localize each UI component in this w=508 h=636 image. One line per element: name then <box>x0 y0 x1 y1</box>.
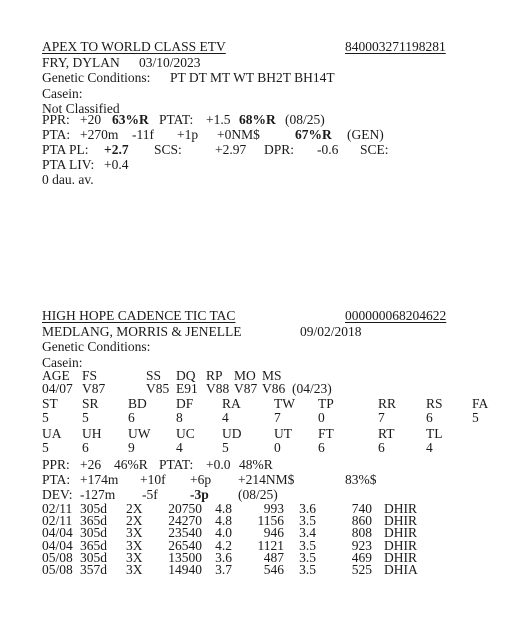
lact-date: 05/08 <box>42 549 73 565</box>
lact-date: 02/11 <box>42 501 73 516</box>
lact-fat-lbs: 946 <box>263 525 284 541</box>
class-mo: V87 <box>234 381 258 396</box>
pta-reliability: 67%R <box>295 127 332 142</box>
class-header-ss: SS <box>146 368 162 383</box>
ppr-reliability: 63%R <box>112 112 149 127</box>
pta-label: PTA: <box>42 472 71 487</box>
ptat-label: PTAT: <box>159 457 194 472</box>
trait-label-rr: RR <box>378 396 397 411</box>
lact-source: DHIR <box>384 513 417 529</box>
lact-protein-lbs: 808 <box>351 525 372 541</box>
breeder-name: FRY, DYLAN <box>42 55 120 70</box>
classification: Not Classified <box>42 101 120 116</box>
ptat-reliability: 68%R <box>239 112 276 127</box>
class-fs: V87 <box>82 381 106 396</box>
trait-value-tl: 4 <box>426 440 433 455</box>
trait-label-uc: UC <box>176 426 195 441</box>
lact-protein-pct: 3.5 <box>299 513 316 529</box>
lact-milkings: 2X <box>126 513 143 529</box>
lact-days: 365d <box>80 513 107 529</box>
lact-protein-pct: 3.5 <box>299 562 316 577</box>
lact-fat-lbs: 993 <box>263 501 284 516</box>
lact-milk: 14940 <box>168 562 202 577</box>
lact-milk: 23540 <box>168 525 202 541</box>
lact-milkings: 3X <box>126 562 143 577</box>
trait-value-st: 5 <box>42 410 49 425</box>
trait-value-bd: 6 <box>128 410 135 425</box>
lact-protein-lbs: 740 <box>351 501 372 516</box>
lact-fat-lbs: 1121 <box>257 537 284 553</box>
casein-label: Casein: <box>42 86 83 101</box>
trait-label-fa: FA <box>472 396 489 411</box>
trait-label-ua: UA <box>42 426 62 441</box>
lact-days: 357d <box>80 562 107 577</box>
trait-label-bd: BD <box>128 396 147 411</box>
trait-value-uc: 4 <box>176 440 183 455</box>
pta-fat: -11f <box>132 127 154 142</box>
trait-value-uh: 6 <box>82 440 89 455</box>
class-header-dq: DQ <box>176 368 196 383</box>
ppr-label: PPR: <box>42 457 70 472</box>
ptat-value: +0.0 <box>206 457 231 472</box>
pta-net-merit: +214NM$ <box>238 472 295 487</box>
lact-date: 04/04 <box>42 525 73 541</box>
class-header-age: AGE <box>42 368 70 383</box>
lact-source: DHIR <box>384 501 417 516</box>
lact-source: DHIR <box>384 525 417 541</box>
lact-days: 365d <box>80 537 107 553</box>
class-header-rp: RP <box>206 368 223 383</box>
lact-milk: 20750 <box>168 501 202 516</box>
lact-source: DHIR <box>384 537 417 553</box>
pta-label: PTA: <box>42 127 71 142</box>
class-ms: V86 <box>262 381 286 396</box>
trait-label-rt: RT <box>378 426 395 441</box>
lact-protein-pct: 3.5 <box>299 537 316 553</box>
trait-label-sr: SR <box>82 396 99 411</box>
record-date: 09/02/2018 <box>300 324 362 339</box>
animal-name: HIGH HOPE CADENCE TIC TAC <box>42 308 236 323</box>
lact-milkings: 3X <box>126 549 143 565</box>
scs-label: SCS: <box>154 142 182 157</box>
ppr-value: +26 <box>80 457 102 472</box>
trait-value-sr: 5 <box>82 410 89 425</box>
lact-days: 305d <box>80 501 107 516</box>
lact-protein-lbs: 923 <box>351 537 372 553</box>
breeder-name: MEDLANG, MORRIS & JENELLE <box>42 324 242 339</box>
trait-label-rs: RS <box>426 396 443 411</box>
lact-protein-pct: 3.5 <box>299 549 316 565</box>
trait-value-tw: 7 <box>274 410 281 425</box>
pta-pl-label: PTA PL: <box>42 142 89 157</box>
pta-fat: +10f <box>140 472 166 487</box>
dev-fat: -5f <box>142 487 158 502</box>
genetic-conditions-label: Genetic Conditions: <box>42 70 151 85</box>
scs-value: +2.97 <box>215 142 247 157</box>
ppr-value: +20 <box>80 112 102 127</box>
lact-days: 305d <box>80 549 107 565</box>
lact-fat-pct: 3.6 <box>215 549 232 565</box>
pta-protein: +1p <box>177 127 199 142</box>
animal-name: APEX TO WORLD CLASS ETV <box>42 39 226 54</box>
sce-label: SCE: <box>360 142 389 157</box>
ptat-label: PTAT: <box>159 112 194 127</box>
class-header-fs: FS <box>82 368 98 383</box>
class-date: (04/23) <box>292 381 332 396</box>
pta-milk: +270m <box>80 127 119 142</box>
dev-label: DEV: <box>42 487 73 502</box>
lact-fat-pct: 4.0 <box>215 525 232 541</box>
lact-source: DHIR <box>384 549 417 565</box>
lact-milk: 13500 <box>168 549 202 565</box>
lact-fat-lbs: 1156 <box>257 513 284 529</box>
trait-label-tw: TW <box>274 396 295 411</box>
pta-milk: +174m <box>80 472 119 487</box>
trait-value-ut: 0 <box>274 440 281 455</box>
lact-days: 305d <box>80 525 107 541</box>
ppr-reliability: 46%R <box>114 457 148 472</box>
ptat-reliability: 48%R <box>239 457 273 472</box>
lact-date: 05/08 <box>42 562 73 577</box>
trait-label-ft: FT <box>318 426 334 441</box>
trait-value-ra: 4 <box>222 410 229 425</box>
pta-pl-value: +2.7 <box>104 142 129 157</box>
trait-value-ft: 6 <box>318 440 325 455</box>
ppr-label: PPR: <box>42 112 70 127</box>
pta-reliability: 83%$ <box>345 472 377 487</box>
trait-label-df: DF <box>176 396 194 411</box>
trait-label-ud: UD <box>222 426 242 441</box>
lact-fat-lbs: 546 <box>263 562 284 577</box>
lact-source: DHIA <box>384 562 418 577</box>
lact-fat-pct: 4.8 <box>215 513 232 529</box>
trait-value-uw: 9 <box>128 440 135 455</box>
pta-net-merit: +0NM$ <box>217 127 260 142</box>
lact-protein-pct: 3.6 <box>299 501 316 516</box>
lact-fat-pct: 4.2 <box>215 537 232 553</box>
dpr-label: DPR: <box>264 142 295 157</box>
pta-liv-label: PTA LIV: <box>42 157 95 172</box>
lact-milkings: 3X <box>126 525 143 541</box>
trait-value-rt: 6 <box>378 440 385 455</box>
lact-protein-pct: 3.4 <box>299 525 316 541</box>
genetic-conditions-label: Genetic Conditions: <box>42 339 151 354</box>
lact-fat-pct: 3.7 <box>215 562 232 577</box>
trait-label-tp: TP <box>318 396 334 411</box>
lact-fat-pct: 4.8 <box>215 501 232 516</box>
class-ss: V85 <box>146 381 170 396</box>
lact-protein-lbs: 860 <box>351 513 372 529</box>
lact-milkings: 2X <box>126 501 143 516</box>
class-header-ms: MS <box>262 368 282 383</box>
lact-date: 04/04 <box>42 537 73 553</box>
class-age: 04/07 <box>42 381 73 396</box>
trait-label-tl: TL <box>426 426 443 441</box>
dpr-value: -0.6 <box>317 142 339 157</box>
trait-label-uh: UH <box>82 426 102 441</box>
pta-genomic: (GEN) <box>347 127 384 142</box>
registration-number: 840003271198281 <box>345 39 446 54</box>
trait-value-tp: 0 <box>318 410 325 425</box>
lact-milkings: 3X <box>126 537 143 553</box>
lact-date: 02/11 <box>42 513 73 529</box>
trait-value-ud: 5 <box>222 440 229 455</box>
lact-milk: 24270 <box>168 513 202 529</box>
trait-value-fa: 5 <box>472 410 479 425</box>
class-rp: V88 <box>206 381 230 396</box>
casein-label: Casein: <box>42 355 83 370</box>
daughters-average: 0 dau. av. <box>42 172 94 187</box>
genetic-conditions-value: PT DT MT WT BH2T BH14T <box>170 70 335 85</box>
dev-protein: -3p <box>190 487 209 502</box>
registration-number: 000000068204622 <box>345 308 447 323</box>
class-header-mo: MO <box>234 368 256 383</box>
trait-value-rr: 7 <box>378 410 385 425</box>
trait-label-ra: RA <box>222 396 241 411</box>
dev-milk: -127m <box>80 487 116 502</box>
lact-protein-lbs: 469 <box>351 549 372 565</box>
record-date: 03/10/2023 <box>139 55 201 70</box>
pta-protein: +6p <box>190 472 212 487</box>
lact-fat-lbs: 487 <box>263 549 284 565</box>
trait-label-st: ST <box>42 396 58 411</box>
trait-value-df: 8 <box>176 410 183 425</box>
trait-value-ua: 5 <box>42 440 49 455</box>
trait-label-uw: UW <box>128 426 151 441</box>
ptat-value: +1.5 <box>206 112 231 127</box>
ptat-date: (08/25) <box>285 112 325 127</box>
pta-liv-value: +0.4 <box>104 157 129 172</box>
trait-value-rs: 6 <box>426 410 433 425</box>
class-dq: E91 <box>176 381 198 396</box>
lact-protein-lbs: 525 <box>351 562 372 577</box>
dev-date: (08/25) <box>238 487 278 502</box>
trait-label-ut: UT <box>274 426 292 441</box>
lact-milk: 26540 <box>168 537 202 553</box>
